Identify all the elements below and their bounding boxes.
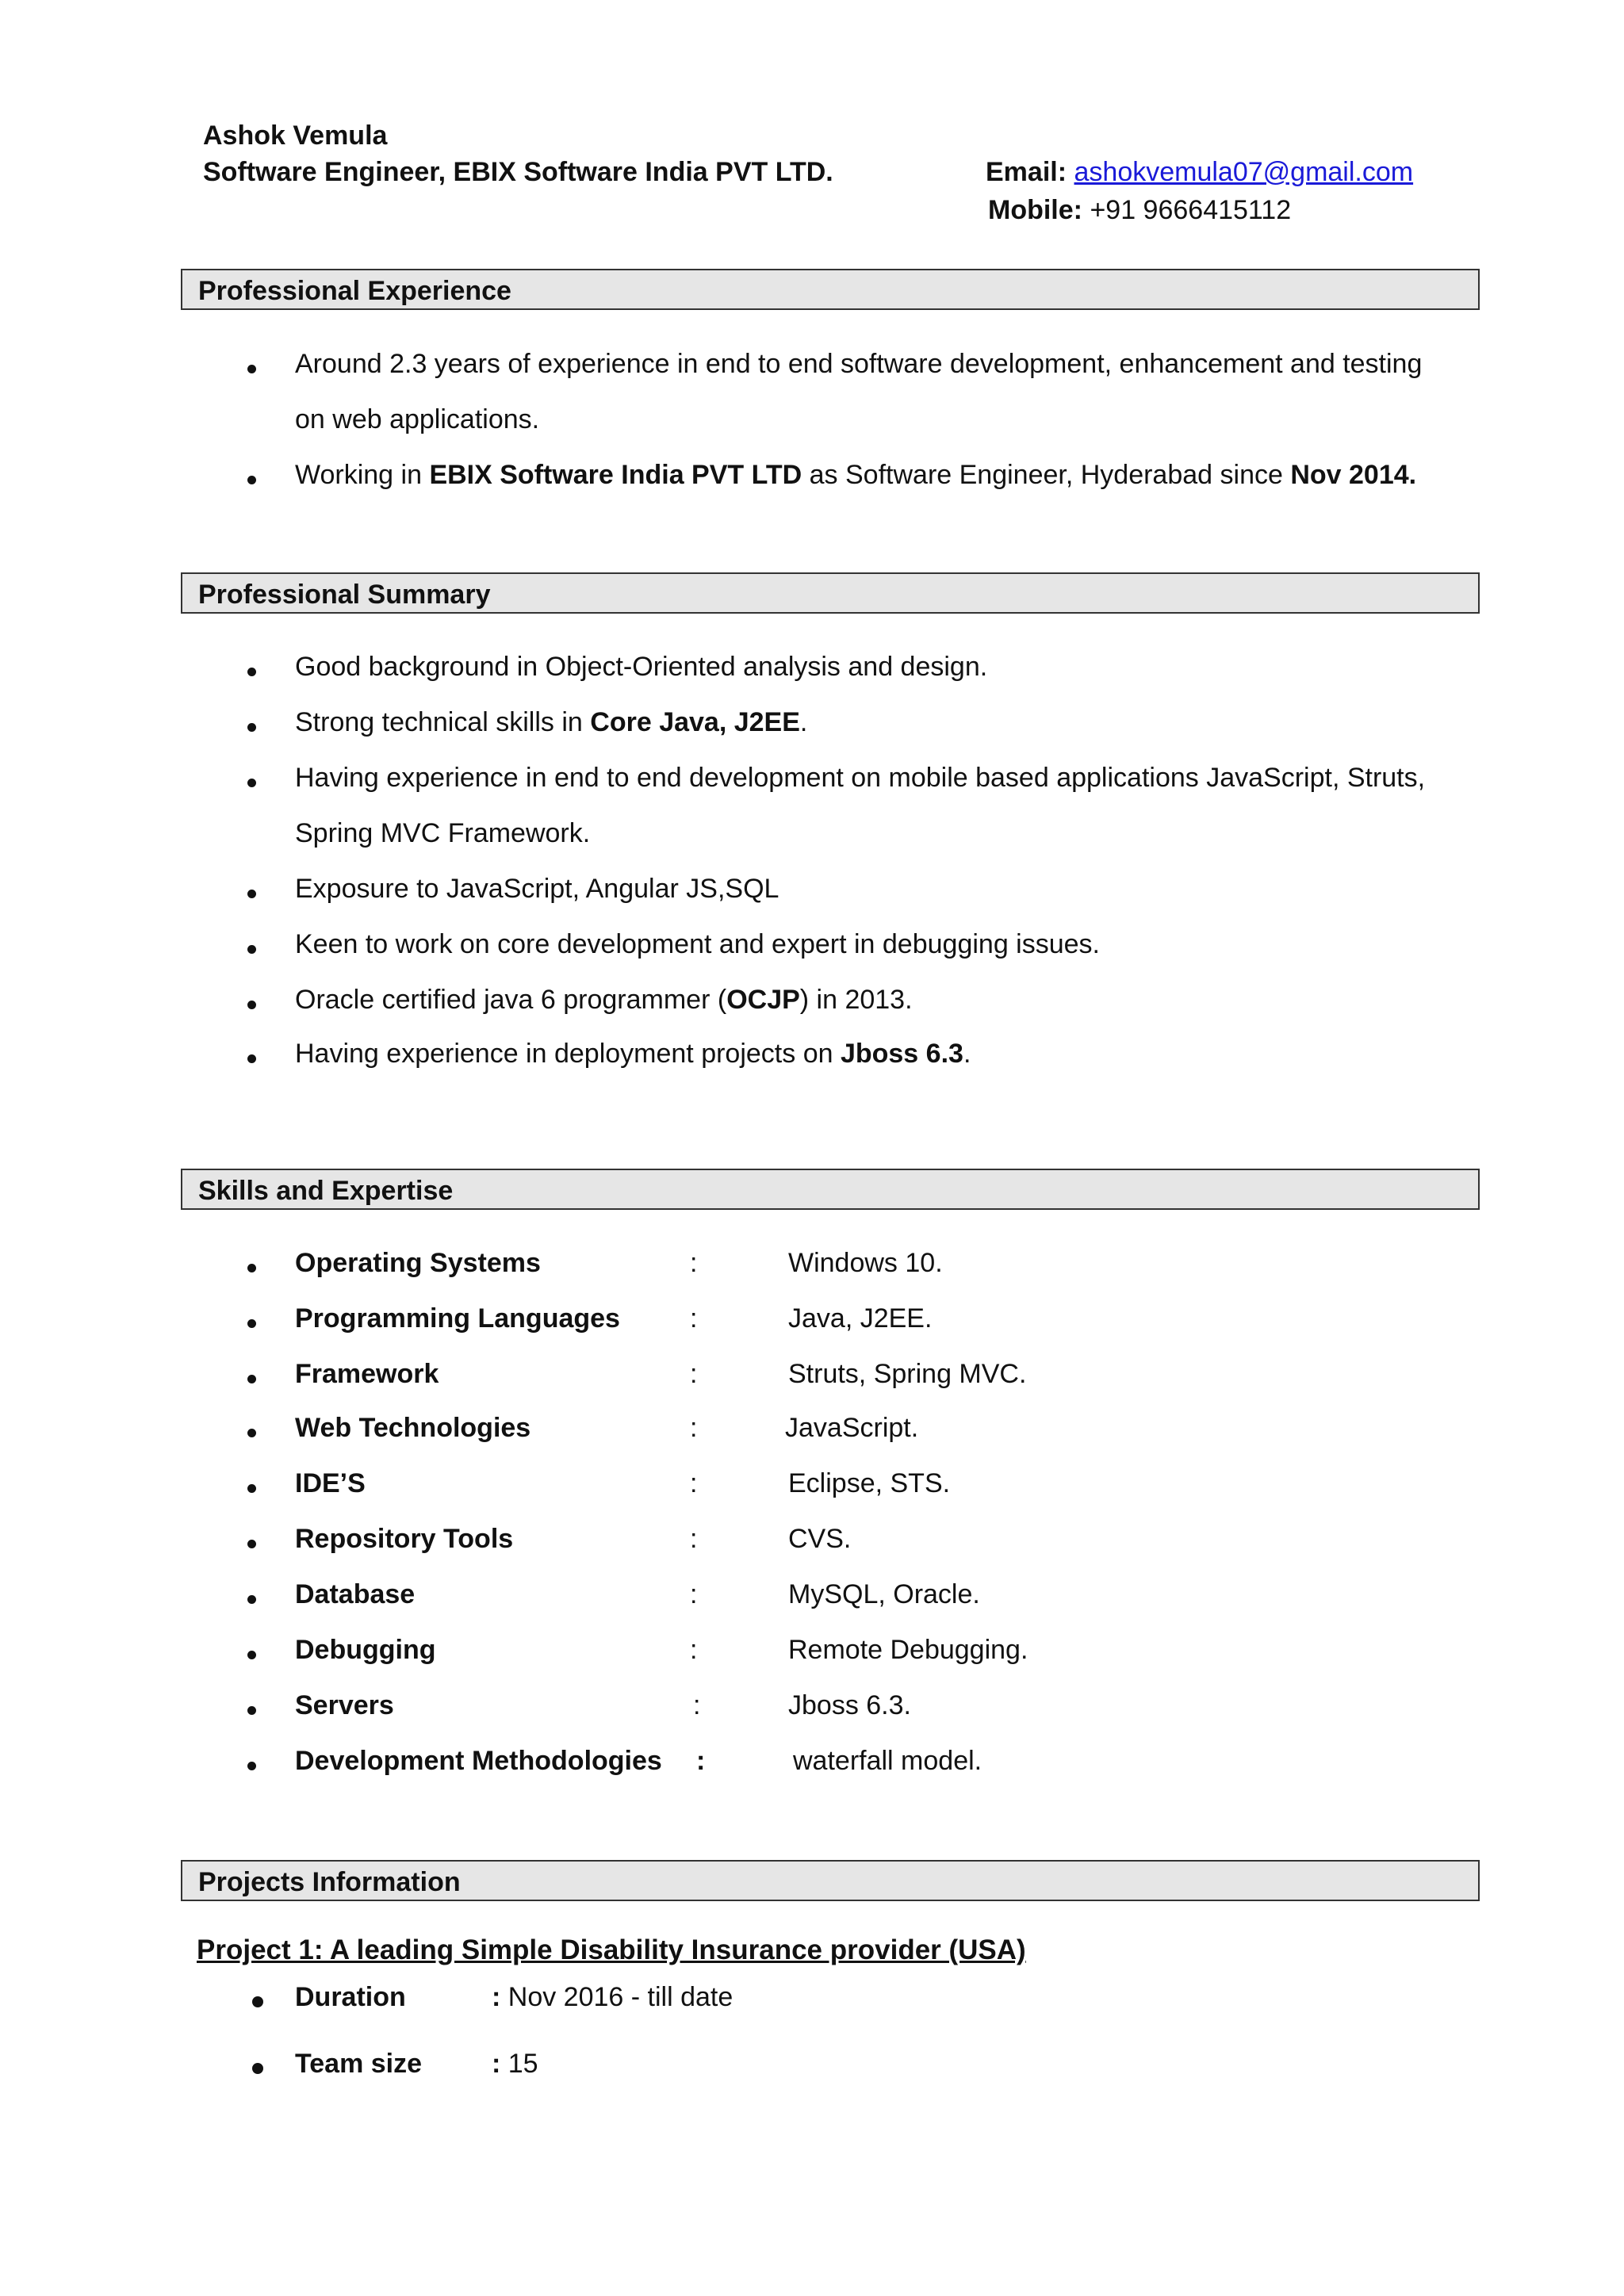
section-professional-experience xyxy=(181,269,1480,310)
email-link[interactable]: ashokvemula07@gmail.com xyxy=(1074,157,1414,187)
skill-separator: : xyxy=(690,1579,698,1609)
duration-text: Nov 2016 - till date xyxy=(500,1982,733,2012)
bullet-icon xyxy=(247,476,256,484)
section-skills-expertise xyxy=(181,1169,1480,1210)
experience-item-1-line-1: Around 2.3 years of experience in end to end software development, enhancement and testing xyxy=(295,349,1423,379)
section-heading: Projects Information xyxy=(198,1867,461,1897)
team-size-separator: : xyxy=(492,2049,501,2079)
text-fragment: as Software Engineer, Hyderabad since xyxy=(802,460,1291,490)
skill-separator: : xyxy=(690,1248,698,1278)
skill-name: Debugging xyxy=(295,1635,436,1665)
bullet-icon xyxy=(247,890,256,898)
skill-name: Repository Tools xyxy=(295,1524,514,1554)
skill-value: Struts, Spring MVC. xyxy=(788,1359,1027,1389)
skill-value: Jboss 6.3. xyxy=(788,1690,911,1720)
bullet-icon xyxy=(247,779,256,787)
duration-label: Duration xyxy=(295,1982,406,2012)
bullet-icon xyxy=(247,1540,256,1548)
bullet-icon xyxy=(247,1319,256,1328)
bullet-icon xyxy=(247,1595,256,1604)
skill-value: waterfall model. xyxy=(793,1746,982,1776)
experience-item-2 xyxy=(295,460,1416,491)
section-heading: Skills and Expertise xyxy=(198,1176,454,1206)
skill-separator: : xyxy=(696,1746,706,1776)
text-fragment: Working in xyxy=(295,460,430,490)
section-professional-summary xyxy=(181,572,1480,614)
skill-value: MySQL, Oracle. xyxy=(788,1579,980,1609)
summary-item-1: Good background in Object-Oriented analysis and design. xyxy=(295,652,988,682)
summary-item-3-line-2: Spring MVC Framework. xyxy=(295,818,591,848)
bullet-icon xyxy=(247,945,256,954)
bullet-icon xyxy=(247,1429,256,1437)
section-projects-information xyxy=(181,1860,1480,1901)
bullet-icon xyxy=(247,668,256,676)
duration-value xyxy=(492,1982,733,2013)
summary-item-6 xyxy=(295,985,913,1016)
summary-item-3-line-1: Having experience in end to end development on mobile based applications JavaScript, Struts, xyxy=(295,763,1426,793)
skill-separator: : xyxy=(693,1690,701,1720)
summary-item-7 xyxy=(295,1039,971,1070)
text-fragment: Having experience in deployment projects on xyxy=(295,1039,841,1069)
experience-item-1-line-2: on web applications. xyxy=(295,404,540,434)
team-size-value xyxy=(492,2049,538,2080)
skill-separator: : xyxy=(690,1524,698,1554)
skill-separator: : xyxy=(690,1635,698,1665)
company-name: EBIX Software India PVT LTD xyxy=(429,460,802,490)
mobile-label: Mobile: xyxy=(988,195,1082,225)
skill-separator: : xyxy=(690,1303,698,1334)
section-heading: Professional Experience xyxy=(198,276,511,306)
skill-value: Windows 10. xyxy=(788,1248,943,1278)
skill-name: Servers xyxy=(295,1690,394,1720)
text-fragment: . xyxy=(963,1039,971,1069)
section-heading: Professional Summary xyxy=(198,580,491,610)
team-size-label: Team size xyxy=(295,2049,423,2079)
bullet-icon xyxy=(247,723,256,732)
skill-value: CVS. xyxy=(788,1524,852,1554)
skill-separator: : xyxy=(690,1468,698,1498)
bullet-icon xyxy=(247,1375,256,1383)
bullet-icon xyxy=(247,1054,256,1063)
skill-name: Development Methodologies xyxy=(295,1746,662,1776)
bullet-icon xyxy=(247,1264,256,1272)
bullet-icon xyxy=(247,1762,256,1770)
skill-value: Remote Debugging. xyxy=(788,1635,1028,1665)
skill-name: Programming Languages xyxy=(295,1303,620,1334)
candidate-name: Ashok Vemula xyxy=(203,121,388,151)
skill-highlight: Core Java, J2EE xyxy=(590,707,800,737)
email-row xyxy=(986,157,1413,188)
text-fragment: Strong technical skills in xyxy=(295,707,591,737)
skill-name: Web Technologies xyxy=(295,1413,531,1443)
bullet-icon xyxy=(247,1706,256,1715)
mobile-number: +91 9666415112 xyxy=(1090,195,1292,225)
skill-name: Framework xyxy=(295,1359,439,1389)
email-label: Email: xyxy=(986,157,1067,187)
project-1-title: Project 1: A leading Simple Disability Insurance provider (USA) xyxy=(197,1934,1026,1965)
bullet-icon xyxy=(247,365,256,373)
summary-item-4: Exposure to JavaScript, Angular JS,SQL xyxy=(295,874,779,904)
text-fragment: Oracle certified java 6 programmer ( xyxy=(295,985,727,1015)
start-date: Nov 2014. xyxy=(1290,460,1417,490)
mobile-row xyxy=(988,195,1291,226)
bullet-icon xyxy=(252,2063,263,2074)
team-size-text: 15 xyxy=(500,2049,538,2079)
server-highlight: Jboss 6.3 xyxy=(840,1039,963,1069)
skill-name: IDE’S xyxy=(295,1468,366,1498)
skill-name: Operating Systems xyxy=(295,1248,541,1278)
text-fragment: ) in 2013. xyxy=(799,985,913,1015)
skill-value: Java, J2EE. xyxy=(788,1303,933,1334)
text-fragment: . xyxy=(799,707,808,737)
skill-separator: : xyxy=(690,1359,698,1389)
summary-item-2 xyxy=(295,707,807,738)
skill-separator: : xyxy=(690,1413,698,1443)
summary-item-5: Keen to work on core development and expert in debugging issues. xyxy=(295,929,1100,959)
bullet-icon xyxy=(252,1996,263,2007)
duration-separator: : xyxy=(492,1982,501,2012)
candidate-title: Software Engineer, EBIX Software India PVT LTD. xyxy=(203,157,833,187)
bullet-icon xyxy=(247,1484,256,1493)
bullet-icon xyxy=(247,1651,256,1659)
certification: OCJP xyxy=(726,985,800,1015)
skill-name: Database xyxy=(295,1579,416,1609)
skill-value: Eclipse, STS. xyxy=(788,1468,951,1498)
bullet-icon xyxy=(247,1001,256,1009)
skill-value: JavaScript. xyxy=(785,1413,919,1443)
